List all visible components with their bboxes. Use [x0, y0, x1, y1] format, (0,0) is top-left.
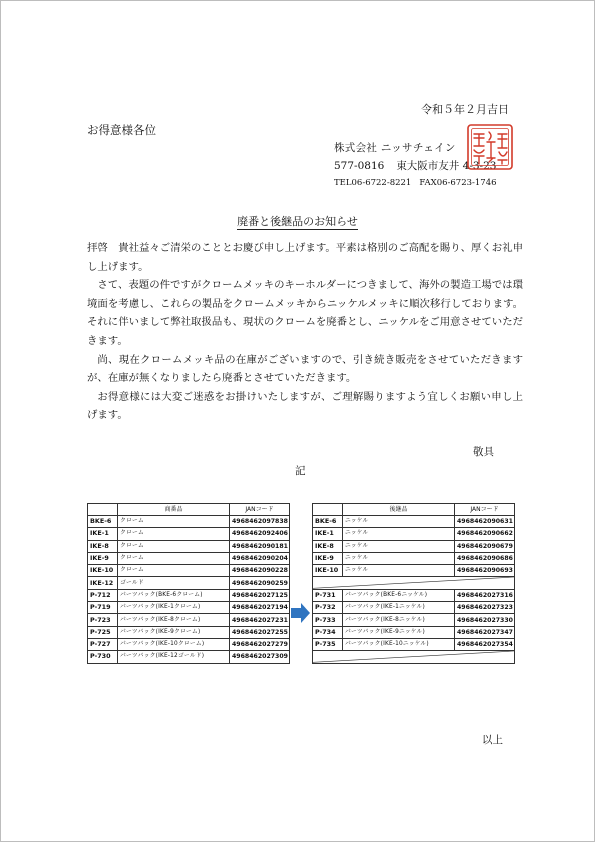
jan-code-cell: 4968462090204: [230, 552, 290, 564]
record-mark: 記: [295, 465, 306, 477]
product-name-cell: パーツパック(IKE-10クローム): [118, 638, 230, 650]
jan-code-cell: 4968462027316: [455, 589, 515, 601]
table-row: [88, 626, 290, 638]
jan-code-cell: 4968462090259: [230, 577, 290, 589]
product-code-cell: P-735: [313, 638, 343, 650]
jan-code-cell: 4968462090228: [230, 565, 290, 577]
closing-word: 敬具: [473, 446, 494, 458]
letter-body: [87, 239, 523, 425]
contact-line: [334, 178, 497, 188]
product-code-cell: P-719: [88, 602, 118, 614]
table-header-row: [88, 504, 290, 516]
product-name-cell: クローム: [118, 516, 230, 528]
product-name-cell: ニッケル: [343, 565, 455, 577]
jan-code-cell: 4968462090181: [230, 540, 290, 552]
product-code-cell: P-731: [313, 589, 343, 601]
table-row: [313, 565, 515, 577]
body-paragraph: さて、表題の件ですがクロームメッキのキーホルダーにつきまして、海外の製造工場では環境面を考慮し、これらの製品をクロームメッキからニッケルメッキに順次移行しております。それに伴いまして弊社取扱品も、現状のクロームを廃番とし、ニッケルをご用意させていただきます。: [87, 279, 523, 347]
header-jan: JANコード: [230, 504, 290, 516]
product-name-cell: パーツパック(IKE-8クローム): [118, 614, 230, 626]
product-name-cell: パーツパック(IKE-1クローム): [118, 602, 230, 614]
table-row: [88, 516, 290, 528]
product-name-cell: クローム: [118, 552, 230, 564]
table-row: [313, 602, 515, 614]
body-paragraph: 尚、現在クロームメッキ品の在庫がございますので、引き続き販売をさせていただきますが、在庫が無くなりましたら廃番とさせていただきます。: [87, 353, 523, 385]
jan-code-cell: 4968462027194: [230, 602, 290, 614]
product-code-cell: P-712: [88, 589, 118, 601]
jan-code-cell: 4968462027354: [455, 638, 515, 650]
table-row: [313, 552, 515, 564]
product-name-cell: ゴールド: [118, 577, 230, 589]
product-code-cell: IKE-12: [88, 577, 118, 589]
jan-code-cell: 4968462027309: [230, 651, 290, 663]
product-code-cell: IKE-1: [88, 528, 118, 540]
product-name-cell: パーツパック(IKE-9ニッケル): [343, 626, 455, 638]
body-paragraph: お得意様には大変ご迷惑をお掛けいたしますが、ご理解賜りますよう宜しくお願い申し上げます。: [87, 390, 523, 422]
jan-code-cell: 4968462027347: [455, 626, 515, 638]
table-row: [313, 626, 515, 638]
table-row: [88, 565, 290, 577]
jan-code-cell: 4968462090662: [455, 528, 515, 540]
product-name-cell: パーツパック(BKE-6クローム): [118, 589, 230, 601]
product-name-cell: パーツパック(IKE-8ニッケル): [343, 614, 455, 626]
table-row: [313, 516, 515, 528]
table-row: [88, 528, 290, 540]
table-row: [313, 577, 515, 589]
table-row: [88, 552, 290, 564]
discontinued-products-table: [87, 503, 290, 664]
header-product: 後継品: [343, 504, 455, 516]
empty-row-cell: [313, 577, 515, 589]
table-row: [88, 540, 290, 552]
product-name-cell: パーツパック(BKE-6ニッケル): [343, 589, 455, 601]
issue-date: 令和５年２月吉日: [421, 103, 509, 116]
product-code-cell: P-734: [313, 626, 343, 638]
product-name-cell: ニッケル: [343, 528, 455, 540]
product-name-cell: パーツパック(IKE-1ニッケル): [343, 602, 455, 614]
jan-code-cell: 4968462092406: [230, 528, 290, 540]
jan-code-cell: 4968462027323: [455, 602, 515, 614]
product-name-cell: パーツパック(IKE-12ゴールド): [118, 651, 230, 663]
fax-number: FAX06-6723-1746: [419, 178, 497, 188]
table-row: [313, 638, 515, 650]
product-name-cell: クローム: [118, 540, 230, 552]
product-name-cell: パーツパック(IKE-9クローム): [118, 626, 230, 638]
postal-code: 577-0816: [334, 160, 385, 172]
jan-code-cell: 4968462090693: [455, 565, 515, 577]
table-row: [88, 577, 290, 589]
product-name-cell: ニッケル: [343, 552, 455, 564]
notice-title: [1, 213, 594, 229]
product-code-cell: P-723: [88, 614, 118, 626]
empty-row-cell: [313, 651, 515, 663]
table-row: [313, 540, 515, 552]
table-row: [88, 589, 290, 601]
product-code-cell: IKE-9: [88, 552, 118, 564]
body-paragraph: 拝啓 貴社益々ご清栄のこととお慶び申し上げます。平素は格別のご高配を賜り、厚くお礼申し上げます。: [87, 242, 523, 273]
product-name-cell: クローム: [118, 565, 230, 577]
product-code-cell: IKE-8: [88, 540, 118, 552]
product-code-cell: IKE-1: [313, 528, 343, 540]
jan-code-cell: 4968462027279: [230, 638, 290, 650]
product-name-cell: ニッケル: [343, 540, 455, 552]
right-arrow-icon: [290, 602, 311, 624]
recipient: お得意様各位: [87, 123, 156, 137]
product-code-cell: IKE-9: [313, 552, 343, 564]
table-row: [88, 602, 290, 614]
jan-code-cell: 4968462027330: [455, 614, 515, 626]
address: 東大阪市友井 4-3-23: [396, 160, 497, 172]
company-seal-stamp: [465, 122, 515, 172]
product-code-cell: P-733: [313, 614, 343, 626]
product-code-cell: P-725: [88, 626, 118, 638]
product-code-cell: P-730: [88, 651, 118, 663]
jan-code-cell: 4968462097838: [230, 516, 290, 528]
jan-code-cell: 4968462090679: [455, 540, 515, 552]
product-code-cell: P-732: [313, 602, 343, 614]
product-code-cell: IKE-10: [313, 565, 343, 577]
successor-products-table: [312, 503, 515, 664]
table-row: [313, 528, 515, 540]
table-row: [313, 589, 515, 601]
table-row: [313, 614, 515, 626]
product-code-cell: BKE-6: [88, 516, 118, 528]
table-header-row: [313, 504, 515, 516]
jan-code-cell: 4968462090631: [455, 516, 515, 528]
product-code-cell: IKE-8: [313, 540, 343, 552]
product-code-cell: IKE-10: [88, 565, 118, 577]
jan-code-cell: 4968462027125: [230, 589, 290, 601]
header-jan: JANコード: [455, 504, 515, 516]
product-name-cell: パーツパック(IKE-10ニッケル): [343, 638, 455, 650]
notice-title-text: 廃番と後継品のお知らせ: [237, 215, 358, 228]
product-code-cell: P-727: [88, 638, 118, 650]
product-name-cell: ニッケル: [343, 516, 455, 528]
header-code: [313, 504, 343, 516]
product-code-cell: BKE-6: [313, 516, 343, 528]
jan-code-cell: 4968462090686: [455, 552, 515, 564]
table-row: [88, 638, 290, 650]
header-product: 商番品: [118, 504, 230, 516]
tel-number: TEL06-6722-8221: [334, 178, 412, 188]
table-row: [313, 651, 515, 663]
jan-code-cell: 4968462027255: [230, 626, 290, 638]
product-name-cell: クローム: [118, 528, 230, 540]
end-mark: 以上: [482, 734, 503, 746]
header-code: [88, 504, 118, 516]
jan-code-cell: 4968462027231: [230, 614, 290, 626]
table-row: [88, 614, 290, 626]
company-name: 株式会社 ニッサチェイン: [334, 142, 456, 154]
table-row: [88, 651, 290, 663]
